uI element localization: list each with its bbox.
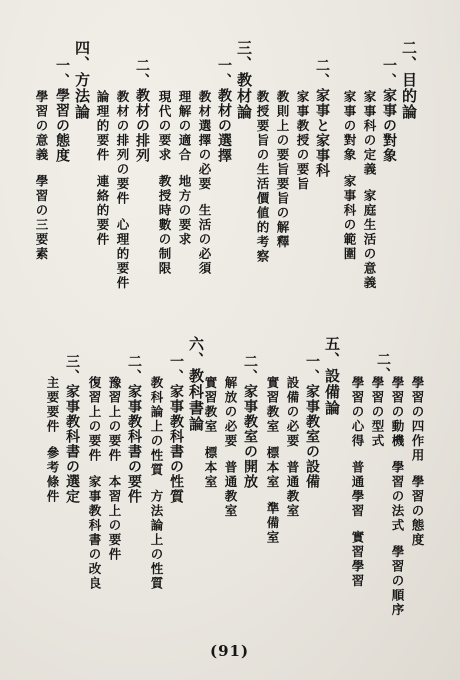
section-6-sub-2-heading: 二、家事教科書の要件: [126, 354, 142, 504]
section-3-line: 教材選擇の必要生活の必須: [197, 90, 212, 276]
section-heading-3: 三、教材論: [235, 40, 253, 120]
section-3-sub-1-heading: 一、教材の選擇: [216, 58, 232, 163]
section-3-line: 論理的要件連絡的要件: [95, 90, 110, 247]
section-2-line: 家事の對象家事科の範圍: [342, 90, 357, 262]
section-5-line: 設備の必要普通教室: [285, 376, 300, 519]
section-3-line: 理解の適合地方の要求: [177, 90, 192, 247]
section-2-line: 教則上の要旨要旨の解釋: [275, 90, 290, 250]
section-heading-6: 六、教科書論: [187, 336, 205, 432]
section-4-line: 學習の動機學習の法式學習の順序: [390, 376, 405, 618]
section-3-sub-2-heading: 二、教材の排列: [134, 58, 150, 163]
section-heading-5: 五、設備論: [323, 336, 341, 416]
section-2-line: 家事科の定義家庭生活の意義: [362, 90, 377, 291]
section-6-line: 豫習上の要件本習上の要件: [107, 376, 122, 562]
page-number: (91): [210, 642, 250, 660]
section-2-line: 家事教授の要旨: [295, 90, 310, 192]
section-4-line: 學習の意義學習の三要素: [34, 90, 49, 262]
section-4-sub-2-heading: 二、: [375, 352, 391, 382]
section-heading-4: 四、方法論: [73, 40, 91, 120]
section-heading-2: 二、目的論: [400, 40, 418, 120]
section-6-sub-3-heading: 三、家事教科書の選定: [64, 354, 80, 504]
section-5-sub-1-heading: 一、家事教室の設備: [304, 354, 320, 489]
section-3-line: 教材の排列の要件心理的要件: [115, 90, 130, 291]
section-5-sub-2-heading: 二、家事教室の開放: [242, 354, 258, 489]
section-4-line: 學習の型式: [370, 376, 385, 449]
section-2-sub-1-heading: 一、家事の對象: [381, 58, 397, 163]
section-4-sub-1-heading: 一、學習の態度: [54, 58, 70, 163]
section-4-line: 學習の心得普通學習實習學習: [350, 376, 365, 589]
section-4-line: 學習の四作用學習の態度: [410, 376, 425, 548]
section-6-line: 教科論上の性質方法論上の性質: [149, 376, 164, 591]
section-5-line: 解放の必要普通教室: [223, 376, 238, 519]
section-2-line: 教授要旨の生活價値的考察: [255, 90, 270, 264]
section-6-line: 主要要件參考條件: [45, 376, 60, 504]
section-6-line: 復習上の要件家事教科書の改良: [87, 376, 102, 591]
section-5-line: 實習教室標本室準備室: [265, 376, 280, 545]
section-6-sub-1-heading: 一、家事教科書の性質: [168, 354, 184, 504]
section-2-sub-2-heading: 二、家事と家事科: [314, 58, 330, 178]
section-5-line: 實習教室標本室: [203, 376, 218, 490]
section-3-line: 現代の要求教授時數の制限: [157, 90, 172, 276]
